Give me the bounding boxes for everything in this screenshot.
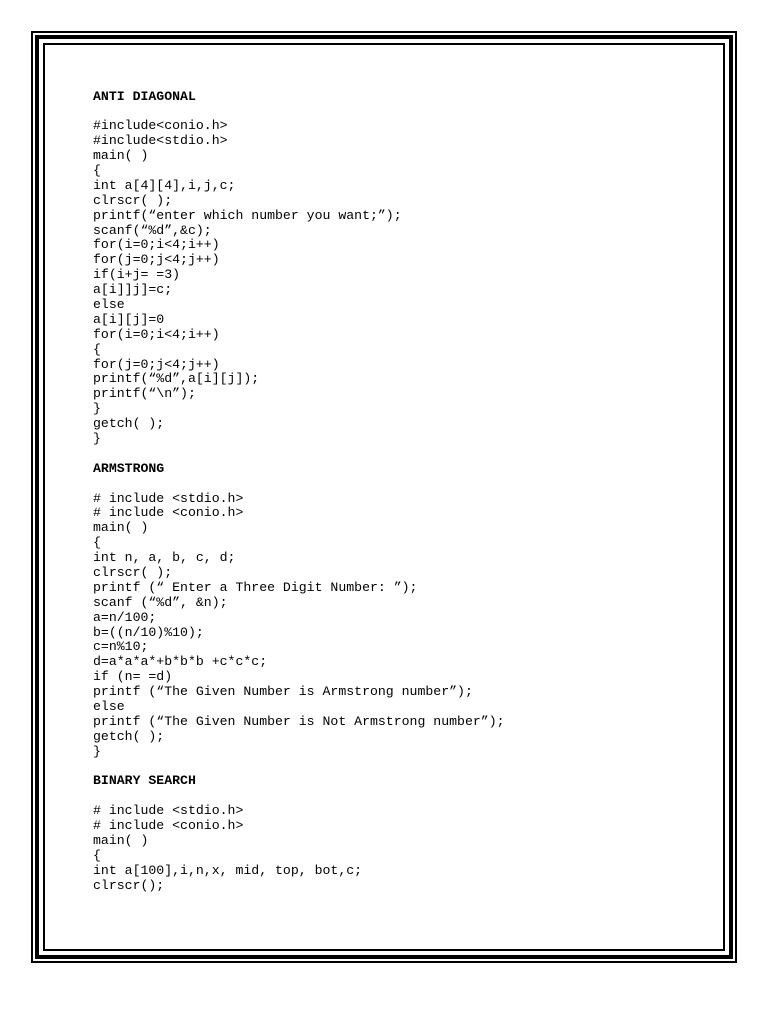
code-line: a[i]]j]=c; — [93, 282, 173, 298]
code-line: int n, a, b, c, d; — [93, 550, 236, 566]
code-line: else — [93, 296, 125, 312]
blank-line — [93, 760, 713, 775]
code-line: for(i=0;i<4;i++) — [93, 237, 220, 253]
code-line: { — [93, 162, 101, 178]
code-line: c=n%10; — [93, 639, 149, 655]
code-line: printf(“enter which number you want;”); — [93, 207, 402, 223]
code-line: } — [93, 743, 101, 759]
code-line: for(i=0;i<4;i++) — [93, 326, 220, 342]
code-line: clrscr(); — [93, 877, 165, 893]
code-line: clrscr( ); — [93, 565, 173, 580]
code-line: d=a*a*a*+b*b*b +c*c*c; — [93, 654, 268, 670]
code-line: #include<conio.h> — [93, 118, 228, 134]
code-line: scanf (“%d”, &n); — [93, 594, 228, 610]
code-line: main( ) — [93, 833, 149, 849]
section-heading: ARMSTRONG — [93, 460, 165, 476]
code-line: int a[100],i,n,x, mid, top, bot,c; — [93, 862, 363, 878]
code-line: { — [93, 341, 101, 357]
code-line: } — [93, 401, 101, 417]
code-line: # include <stdio.h> — [93, 803, 244, 819]
section-heading: BINARY SEARCH — [93, 773, 196, 789]
code-line: printf (“The Given Number is Armstrong number”); — [93, 684, 473, 700]
code-line: for(j=0;j<4;j++) — [93, 356, 220, 372]
code-line: else — [93, 699, 125, 715]
blank-line — [93, 477, 713, 492]
code-line: } — [93, 430, 101, 446]
code-line: a[i][j]=0 — [93, 311, 165, 327]
code-line: main( ) — [93, 520, 149, 536]
code-line: clrscr( ); — [93, 192, 173, 208]
code-line: if(i+j= =3) — [93, 267, 181, 283]
code-line: main( ) — [93, 148, 149, 164]
code-line: getch( ); — [93, 416, 165, 432]
code-line: # include <conio.h> — [93, 505, 244, 521]
code-line: printf(“%d”,a[i][j]); — [93, 371, 260, 387]
code-line: # include <conio.h> — [93, 818, 244, 834]
code-line: # include <stdio.h> — [93, 490, 244, 506]
blank-line — [93, 447, 713, 462]
blank-line — [93, 789, 713, 804]
code-line: for(j=0;j<4;j++) — [93, 252, 220, 268]
code-listing — [93, 90, 713, 894]
section-heading: ANTI DIAGONAL — [93, 88, 196, 104]
code-line: getch( ); — [93, 728, 165, 744]
code-line: #include<stdio.h> — [93, 133, 228, 149]
code-line: b=((n/10)%10); — [93, 624, 204, 640]
code-line: int a[4][4],i,j,c; — [93, 177, 236, 193]
code-line: scanf(“%d”,&c); — [93, 222, 212, 238]
code-line: printf (“ Enter a Three Digit Number: ”); — [93, 579, 418, 595]
code-line: printf(“\n”); — [93, 386, 196, 402]
code-line: a=n/100; — [93, 609, 157, 625]
code-line: if (n= =d) — [93, 669, 173, 685]
code-line: { — [93, 847, 101, 863]
code-line: printf (“The Given Number is Not Armstrong number”); — [93, 713, 505, 729]
code-line: { — [93, 535, 101, 551]
blank-line — [93, 104, 713, 119]
